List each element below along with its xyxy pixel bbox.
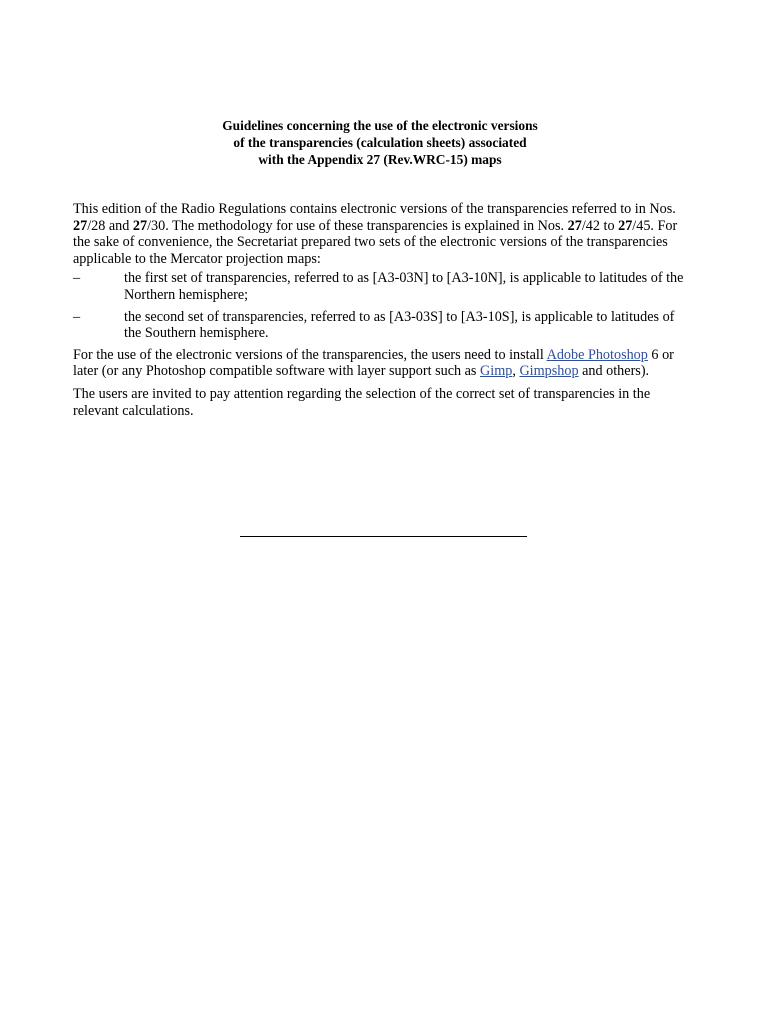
title-line-1: Guidelines concerning the use of the electronic versions (222, 118, 538, 133)
intro-bold-4: 27 (618, 217, 633, 234)
list-dash: – (73, 270, 81, 287)
intro-text-2: /28 and (87, 217, 133, 234)
install-text-4: and others). (578, 363, 650, 380)
attention-paragraph: The users are invited to pay attention regarding the selection of the correct set of transparencies in the relevant calculations. (73, 385, 651, 419)
document-body (73, 201, 687, 419)
gimp-link[interactable]: Gimp (480, 363, 513, 380)
list-item (73, 309, 687, 342)
intro-text-3: /30. The methodology for use of these transparencies is explained in Nos. (147, 217, 568, 234)
list-dash: – (73, 308, 81, 325)
intro-text-1: This edition of the Radio Regulations contains electronic versions of the transparencies referred to in Nos. (73, 201, 676, 217)
install-text-2: 6 or later (or any Photoshop compatible software with layer support such as (73, 346, 674, 380)
intro-bold-1: 27 (73, 217, 88, 234)
document-page (73, 117, 687, 419)
gimpshop-link[interactable]: Gimpshop (519, 363, 579, 380)
adobe-photoshop-link[interactable]: Adobe Photoshop (546, 346, 648, 363)
transparency-set-list (73, 270, 687, 341)
end-rule-divider (240, 536, 527, 537)
intro-bold-2: 27 (132, 217, 148, 234)
intro-text-4: /42 to (581, 217, 619, 234)
list-item-text: the second set of transparencies, referred to as [A3-03S] to [A3-10S], is applicable to latitudes of the Southern hemisphere. (124, 308, 675, 342)
title-line-3: with the Appendix 27 (Rev.WRC-15) maps (258, 152, 502, 167)
page-title (73, 117, 687, 168)
install-text-3: , (512, 363, 520, 380)
intro-paragraph (73, 201, 687, 267)
intro-bold-3: 27 (567, 217, 582, 234)
title-line-2: of the transparencies (calculation sheets) associated (233, 135, 527, 150)
install-text-1: For the use of the electronic versions of the transparencies, the users need to install (73, 346, 547, 363)
list-item (73, 270, 687, 303)
list-item-text: the first set of transparencies, referred to as [A3-03N] to [A3-10N], is applicable to latitudes of the Northern hemisphere; (124, 270, 684, 303)
install-paragraph (73, 347, 687, 380)
intro-text-5: /45. For the sake of convenience, the Secretariat prepared two sets of the electronic versions of the transparencies applicable to the Mercator projection maps: (73, 217, 678, 267)
